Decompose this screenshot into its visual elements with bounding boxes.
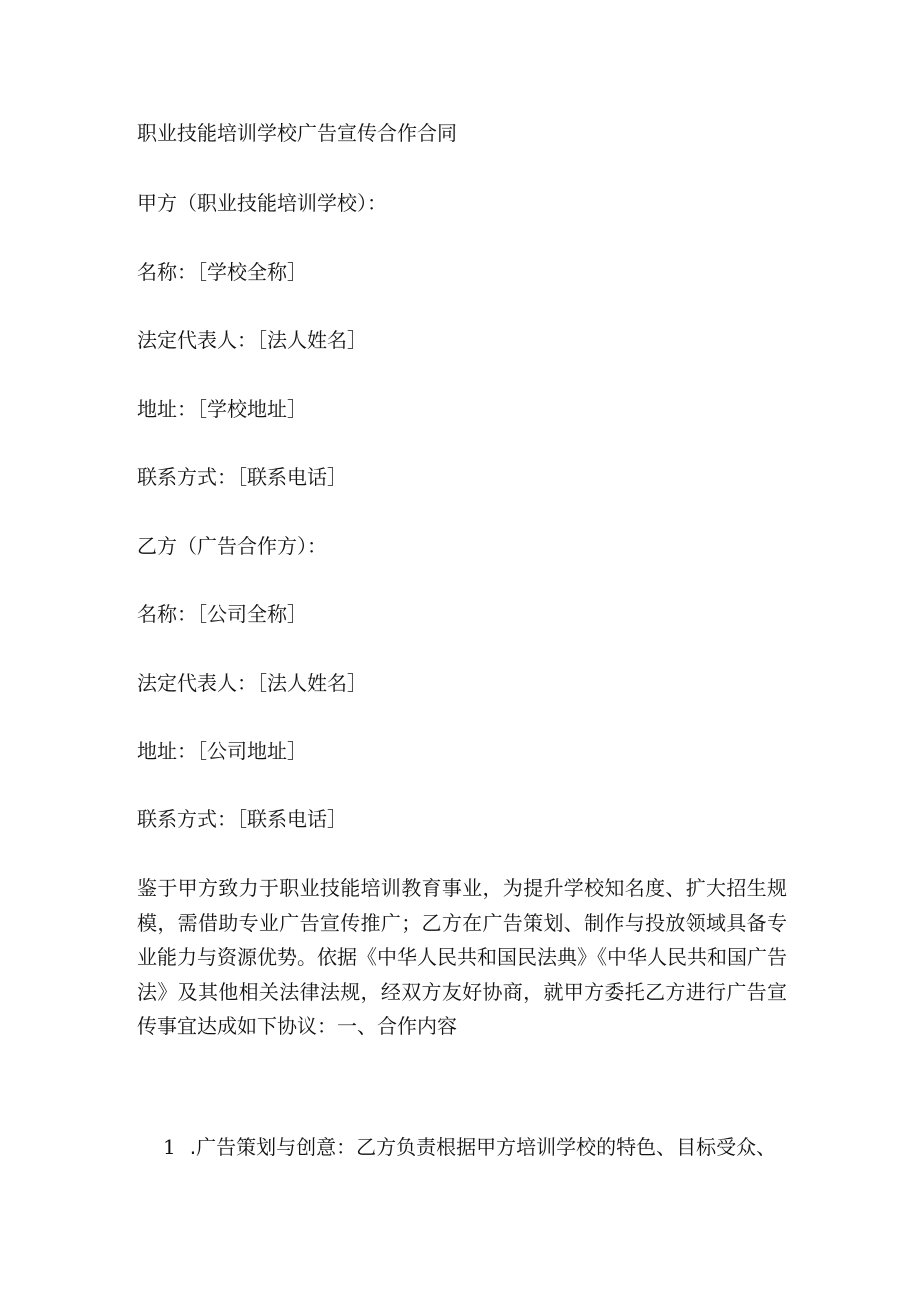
clause-1	[163, 1133, 776, 1161]
party-a-representative: 法定代表人：［法人姓名］	[137, 328, 367, 352]
clause-1-number: 1	[163, 1135, 176, 1159]
party-b-address: 地址：［公司地址］	[137, 739, 307, 763]
party-b-heading: 乙方（广告合作方）：	[137, 534, 327, 558]
party-a-heading: 甲方（职业技能培训学校）：	[137, 191, 387, 215]
party-b-name: 名称：［公司全称］	[137, 602, 307, 626]
party-b-contact: 联系方式：［联系电话］	[137, 807, 347, 831]
preamble-paragraph: 鉴于甲方致力于职业技能培训教育事业，为提升学校知名度、扩大招生规模，需借助专业广告宣传推广；乙方在广告策划、制作与投放领域具备专业能力与资源优势。依据《中华人民共和国民法典》《中华人民共和国广告法》及其他相关法律法规，经双方友好协商，就甲方委托乙方进行广告宣传事宜达成如下协议：一、合作内容	[137, 876, 787, 1038]
party-a-contact: 联系方式：［联系电话］	[137, 465, 347, 489]
party-a-name: 名称：［学校全称］	[137, 260, 307, 284]
contract-title: 职业技能培训学校广告宣传合作合同	[137, 121, 457, 145]
party-b-representative: 法定代表人：［法人姓名］	[137, 671, 367, 695]
party-a-address: 地址：［学校地址］	[137, 397, 307, 421]
clause-1-text: .广告策划与创意：乙方负责根据甲方培训学校的特色、目标受众、	[189, 1135, 777, 1159]
